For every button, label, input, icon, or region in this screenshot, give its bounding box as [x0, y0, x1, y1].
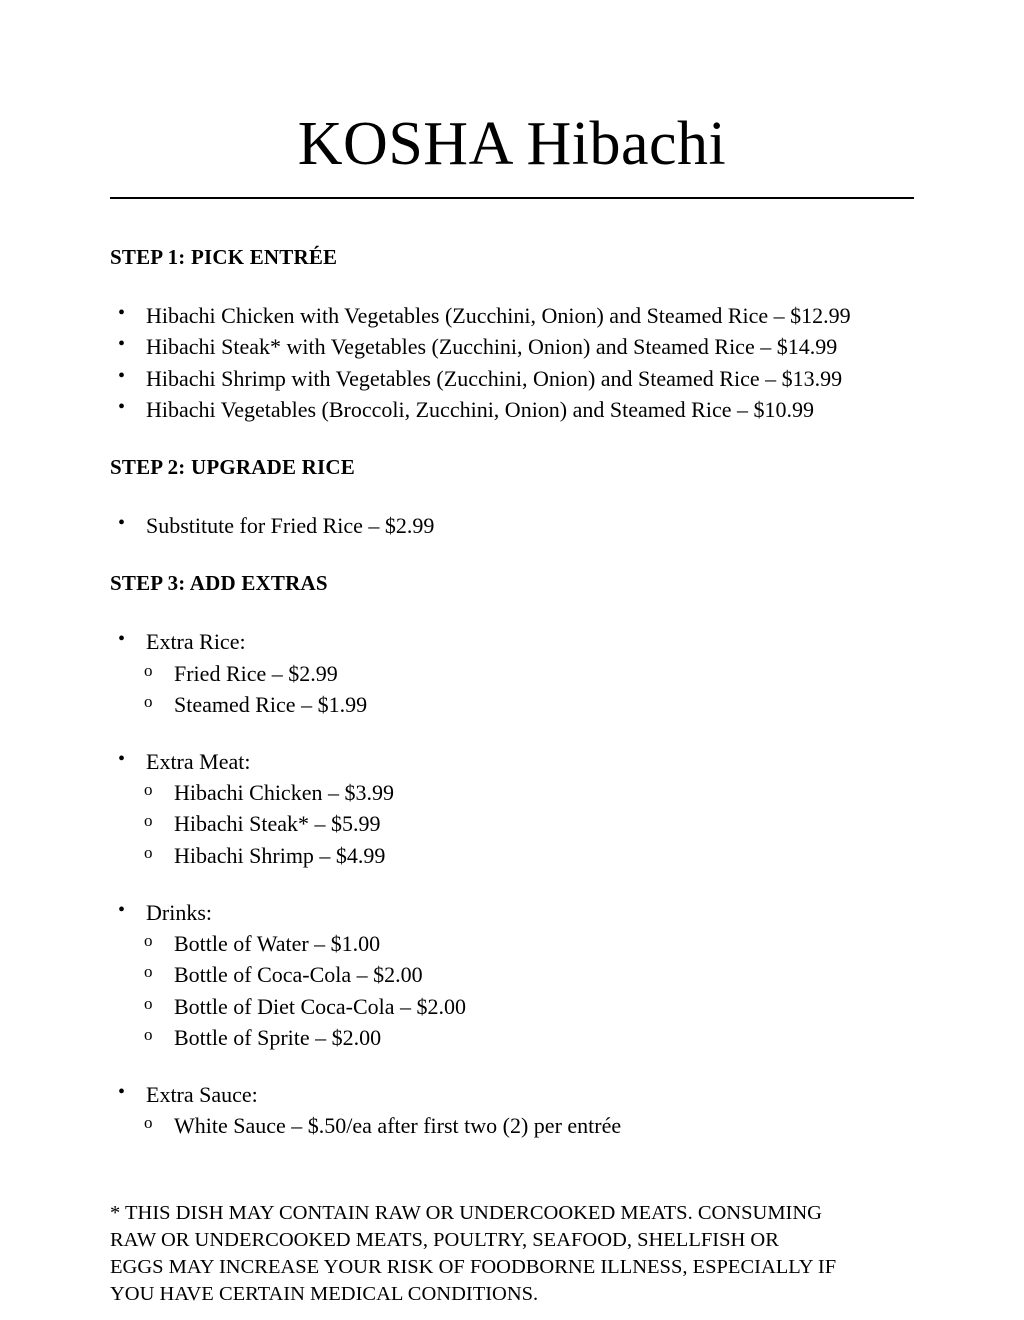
section-heading-step-1: STEP 1: PICK ENTRÉE [110, 245, 338, 270]
extras-group-label-list [110, 897, 914, 928]
section-step-3 [110, 571, 914, 1141]
list-item: o Bottle of Diet Coca-Cola – $2.00 [110, 991, 914, 1022]
list-item: • Hibachi Chicken with Vegetables (Zucchini, Onion) and Steamed Rice – $12.99 [110, 300, 914, 331]
list-item: o Bottle of Sprite – $2.00 [110, 1022, 914, 1053]
list-item: o Fried Rice – $2.99 [110, 658, 914, 689]
disclaimer-line: EGGS MAY INCREASE YOUR RISK OF FOODBORNE ILLNESS, ESPECIALLY IF [110, 1255, 837, 1278]
list-item: o Bottle of Coca-Cola – $2.00 [110, 959, 914, 990]
spacer [110, 199, 914, 245]
list-item: • Hibachi Shrimp with Vegetables (Zucchini, Onion) and Steamed Rice – $13.99 [110, 363, 914, 394]
disclaimer-line: YOU HAVE CERTAIN MEDICAL CONDITIONS. [110, 1282, 539, 1305]
spacer [110, 541, 914, 571]
extras-options-list [110, 1110, 914, 1141]
list-item: • Extra Sauce: [110, 1079, 914, 1110]
extras-options-list [110, 928, 914, 1053]
list-item: o White Sauce – $.50/ea after first two (2) per entrée [110, 1110, 914, 1141]
spacer [110, 596, 914, 626]
extras-group-drinks [110, 897, 914, 1053]
disclaimer [110, 1200, 914, 1308]
spacer [110, 425, 914, 455]
list-item: o Bottle of Water – $1.00 [110, 928, 914, 959]
extras-group-label-list [110, 626, 914, 657]
extras-group-extra-meat [110, 746, 914, 871]
rice-upgrade-list [110, 510, 914, 541]
list-item: o Hibachi Steak* – $5.99 [110, 808, 914, 839]
disclaimer-line: RAW OR UNDERCOOKED MEATS, POULTRY, SEAFOOD, SHELLFISH OR [110, 1228, 779, 1251]
extras-options-list [110, 777, 914, 871]
extras-group-label-list [110, 1079, 914, 1110]
list-item: • Extra Meat: [110, 746, 914, 777]
list-item: • Drinks: [110, 897, 914, 928]
list-item: • Hibachi Steak* with Vegetables (Zucchini, Onion) and Steamed Rice – $14.99 [110, 331, 914, 362]
list-item: • Substitute for Fried Rice – $2.99 [110, 510, 914, 541]
extras-options-list [110, 658, 914, 720]
section-step-2 [110, 455, 914, 541]
spacer [110, 480, 914, 510]
entree-list [110, 300, 914, 425]
list-item: • Hibachi Vegetables (Broccoli, Zucchini, Onion) and Steamed Rice – $10.99 [110, 394, 914, 425]
extras-group-label-list [110, 746, 914, 777]
extras-group-extra-rice [110, 626, 914, 720]
page-title: KOSHA Hibachi [297, 110, 727, 178]
section-heading-step-2: STEP 2: UPGRADE RICE [110, 455, 355, 480]
disclaimer-line: * THIS DISH MAY CONTAIN RAW OR UNDERCOOKED MEATS. CONSUMING [110, 1201, 822, 1224]
section-step-1 [110, 245, 914, 425]
spacer [110, 270, 914, 300]
list-item: • Extra Rice: [110, 626, 914, 657]
extras-group-extra-sauce [110, 1079, 914, 1141]
list-item: o Hibachi Shrimp – $4.99 [110, 840, 914, 871]
section-heading-step-3: STEP 3: ADD EXTRAS [110, 571, 328, 596]
list-item: o Steamed Rice – $1.99 [110, 689, 914, 720]
list-item: o Hibachi Chicken – $3.99 [110, 777, 914, 808]
